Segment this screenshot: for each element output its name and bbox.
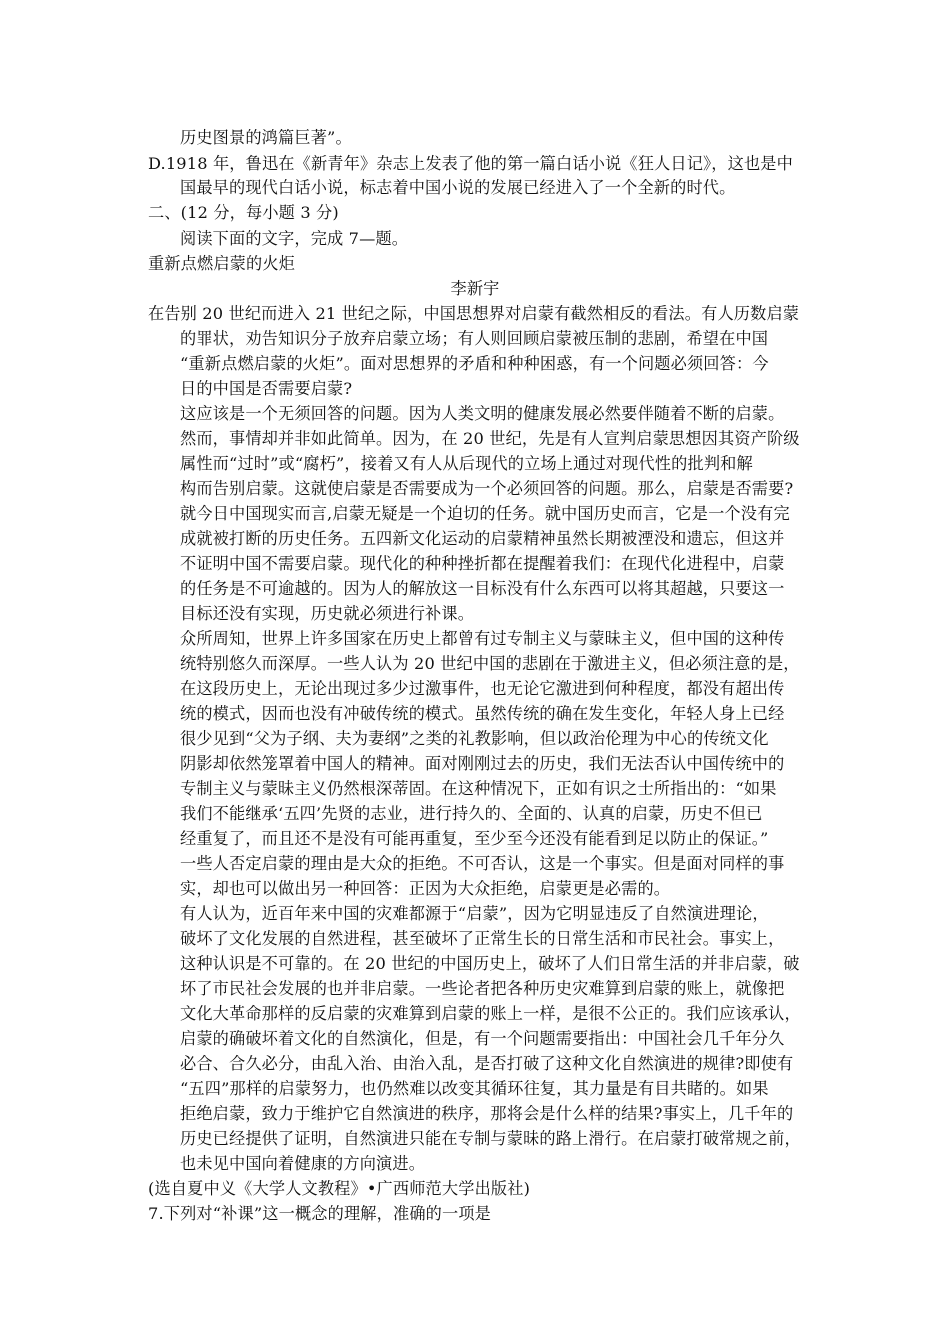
source-note: (选自夏中义《大学人文教程》•广西师范大学出版社) <box>148 1179 531 1198</box>
article-line: 我们不能继承‘五四’先贤的志业，进行持久的、全面的、认真的启蒙，历史不但已 <box>180 804 763 823</box>
reading-instruction: 阅读下面的文字，完成 7—题。 <box>180 229 409 248</box>
article-line: 专制主义与蒙昧主义仍然根深蒂固。在这种情况下，正如有识之士所指出的：“如果 <box>180 779 777 798</box>
article-line: 必合、合久必分，由乱入治、由治入乱，是否打破了这种文化自然演进的规律?即使有 <box>180 1054 794 1073</box>
prev-option-d: D.1918 年，鲁迅在《新青年》杂志上发表了他的第一篇白话小说《狂人日记》，这也是中 <box>148 154 793 173</box>
prev-option-c-continuation: 历史图景的鸿篇巨著”。 <box>180 128 352 147</box>
article-line: 启蒙的确破坏着文化的自然演化，但是，有一个问题需要指出：中国社会几千年分久 <box>180 1029 785 1048</box>
question-7-stem: 7.下列对“补课”这一概念的理解，准确的一项是 <box>148 1204 492 1223</box>
article-line: 成就被打断的历史任务。五四新文化运动的启蒙精神虽然长期被湮没和遗忘，但这并 <box>180 529 785 548</box>
article-line: 一些人否定启蒙的理由是大众的拒绝。不可否认，这是一个事实。但是面对同样的事 <box>180 854 785 873</box>
article-line: 坏了市民社会发展的也并非启蒙。一些论者把各种历史灾难算到启蒙的账上，就像把 <box>180 979 785 998</box>
article-line: 然而，事情却并非如此简单。因为，在 20 世纪，先是有人宣判启蒙思想因其资产阶级 <box>180 429 800 448</box>
article-line: 文化大革命那样的反启蒙的灾难算到启蒙的账上一样，是很不公正的。我们应该承认， <box>180 1004 801 1023</box>
article-line: 统特别悠久而深厚。一些人认为 20 世纪中国的悲剧在于激进主义，但必须注意的是， <box>180 654 800 673</box>
article-line: 这应该是一个无须回答的问题。因为人类文明的健康发展必然要伴随着不断的启蒙。 <box>180 404 785 423</box>
article-line: 很少见到“父为子纲、夫为妻纲”之类的礼教影响，但以政治伦理为中心的传统文化 <box>180 729 769 748</box>
article-line: 日的中国是否需要启蒙? <box>180 379 353 398</box>
article-line: 历史已经提供了证明，自然演进只能在专制与蒙昧的路上滑行。在启蒙打破常规之前， <box>180 1129 801 1148</box>
article-line: 破坏了文化发展的自然进程，甚至破坏了正常生长的日常生活和市民社会。事实上， <box>180 929 785 948</box>
article-line: 属性而“过时”或“腐朽”，接着又有人从后现代的立场上通过对现代性的批判和解 <box>180 454 753 473</box>
article-line: 这种认识是不可靠的。在 20 世纪的中国历史上，破坏了人们日常生活的并非启蒙，破 <box>180 954 800 973</box>
article-line: 统的模式，因而也没有冲破传统的模式。虽然传统的确在发生变化，年轻人身上已经 <box>180 704 785 723</box>
article-line: 众所周知，世界上许多国家在历史上都曾有过专制主义与蒙昧主义，但中国的这种传 <box>180 629 785 648</box>
article-author: 李新宇 <box>450 279 500 298</box>
article-line: 有人认为，近百年来中国的灾难都源于“启蒙”，因为它明显违反了自然演进理论， <box>180 904 769 923</box>
article-line: 在告别 20 世纪而进入 21 世纪之际，中国思想界对启蒙有截然相反的看法。有人历数启蒙 <box>148 304 800 323</box>
article-line: 构而告别启蒙。这就使启蒙是否需要成为一个必须回答的问题。那么，启蒙是否需要? <box>180 479 794 498</box>
article-line: 拒绝启蒙，致力于维护它自然演进的秩序，那将会是什么样的结果?事实上，几千年的 <box>180 1104 794 1123</box>
article-line: “重新点燃启蒙的火炬”。面对思想界的矛盾和种种困惑，有一个问题必须回答：今 <box>180 354 769 373</box>
article-line: “五四”那样的启蒙努力，也仍然难以改变其循环往复，其力量是有目共睹的。如果 <box>180 1079 769 1098</box>
article-line: 经重复了，而且还不是没有可能再重复，至少至今还没有能看到足以防止的保证。” <box>180 829 769 848</box>
prev-option-d-continuation: 国最早的现代白话小说，标志着中国小说的发展已经进入了一个全新的时代。 <box>180 178 736 197</box>
article-line: 不证明中国不需要启蒙。现代化的种种挫折都在提醒着我们：在现代化进程中，启蒙 <box>180 554 785 573</box>
article-line: 目标还没有实现，历史就必须进行补课。 <box>180 604 475 623</box>
article-line: 就今日中国现实而言,启蒙无疑是一个迫切的任务。就中国历史而言，它是一个没有完 <box>180 504 790 523</box>
article-line: 也未见中国向着健康的方向演进。 <box>180 1154 426 1173</box>
article-line: 实，却也可以做出另一种回答：正因为大众拒绝，启蒙更是必需的。 <box>180 879 671 898</box>
section-heading: 二、(12 分，每小题 3 分) <box>148 203 339 222</box>
article-line: 在这段历史上，无论出现过多少过激事件，也无论它激进到何种程度，都没有超出传 <box>180 679 785 698</box>
article-line: 的罪状，劝告知识分子放弃启蒙立场；有人则回顾启蒙被压制的悲剧，希望在中国 <box>180 329 769 348</box>
article-title: 重新点燃启蒙的火炬 <box>148 254 296 273</box>
article-line: 的任务是不可逾越的。因为人的解放这一目标没有什么东西可以将其超越，只要这一 <box>180 579 785 598</box>
article-line: 阴影却依然笼罩着中国人的精神。面对刚刚过去的历史，我们无法否认中国传统中的 <box>180 754 785 773</box>
